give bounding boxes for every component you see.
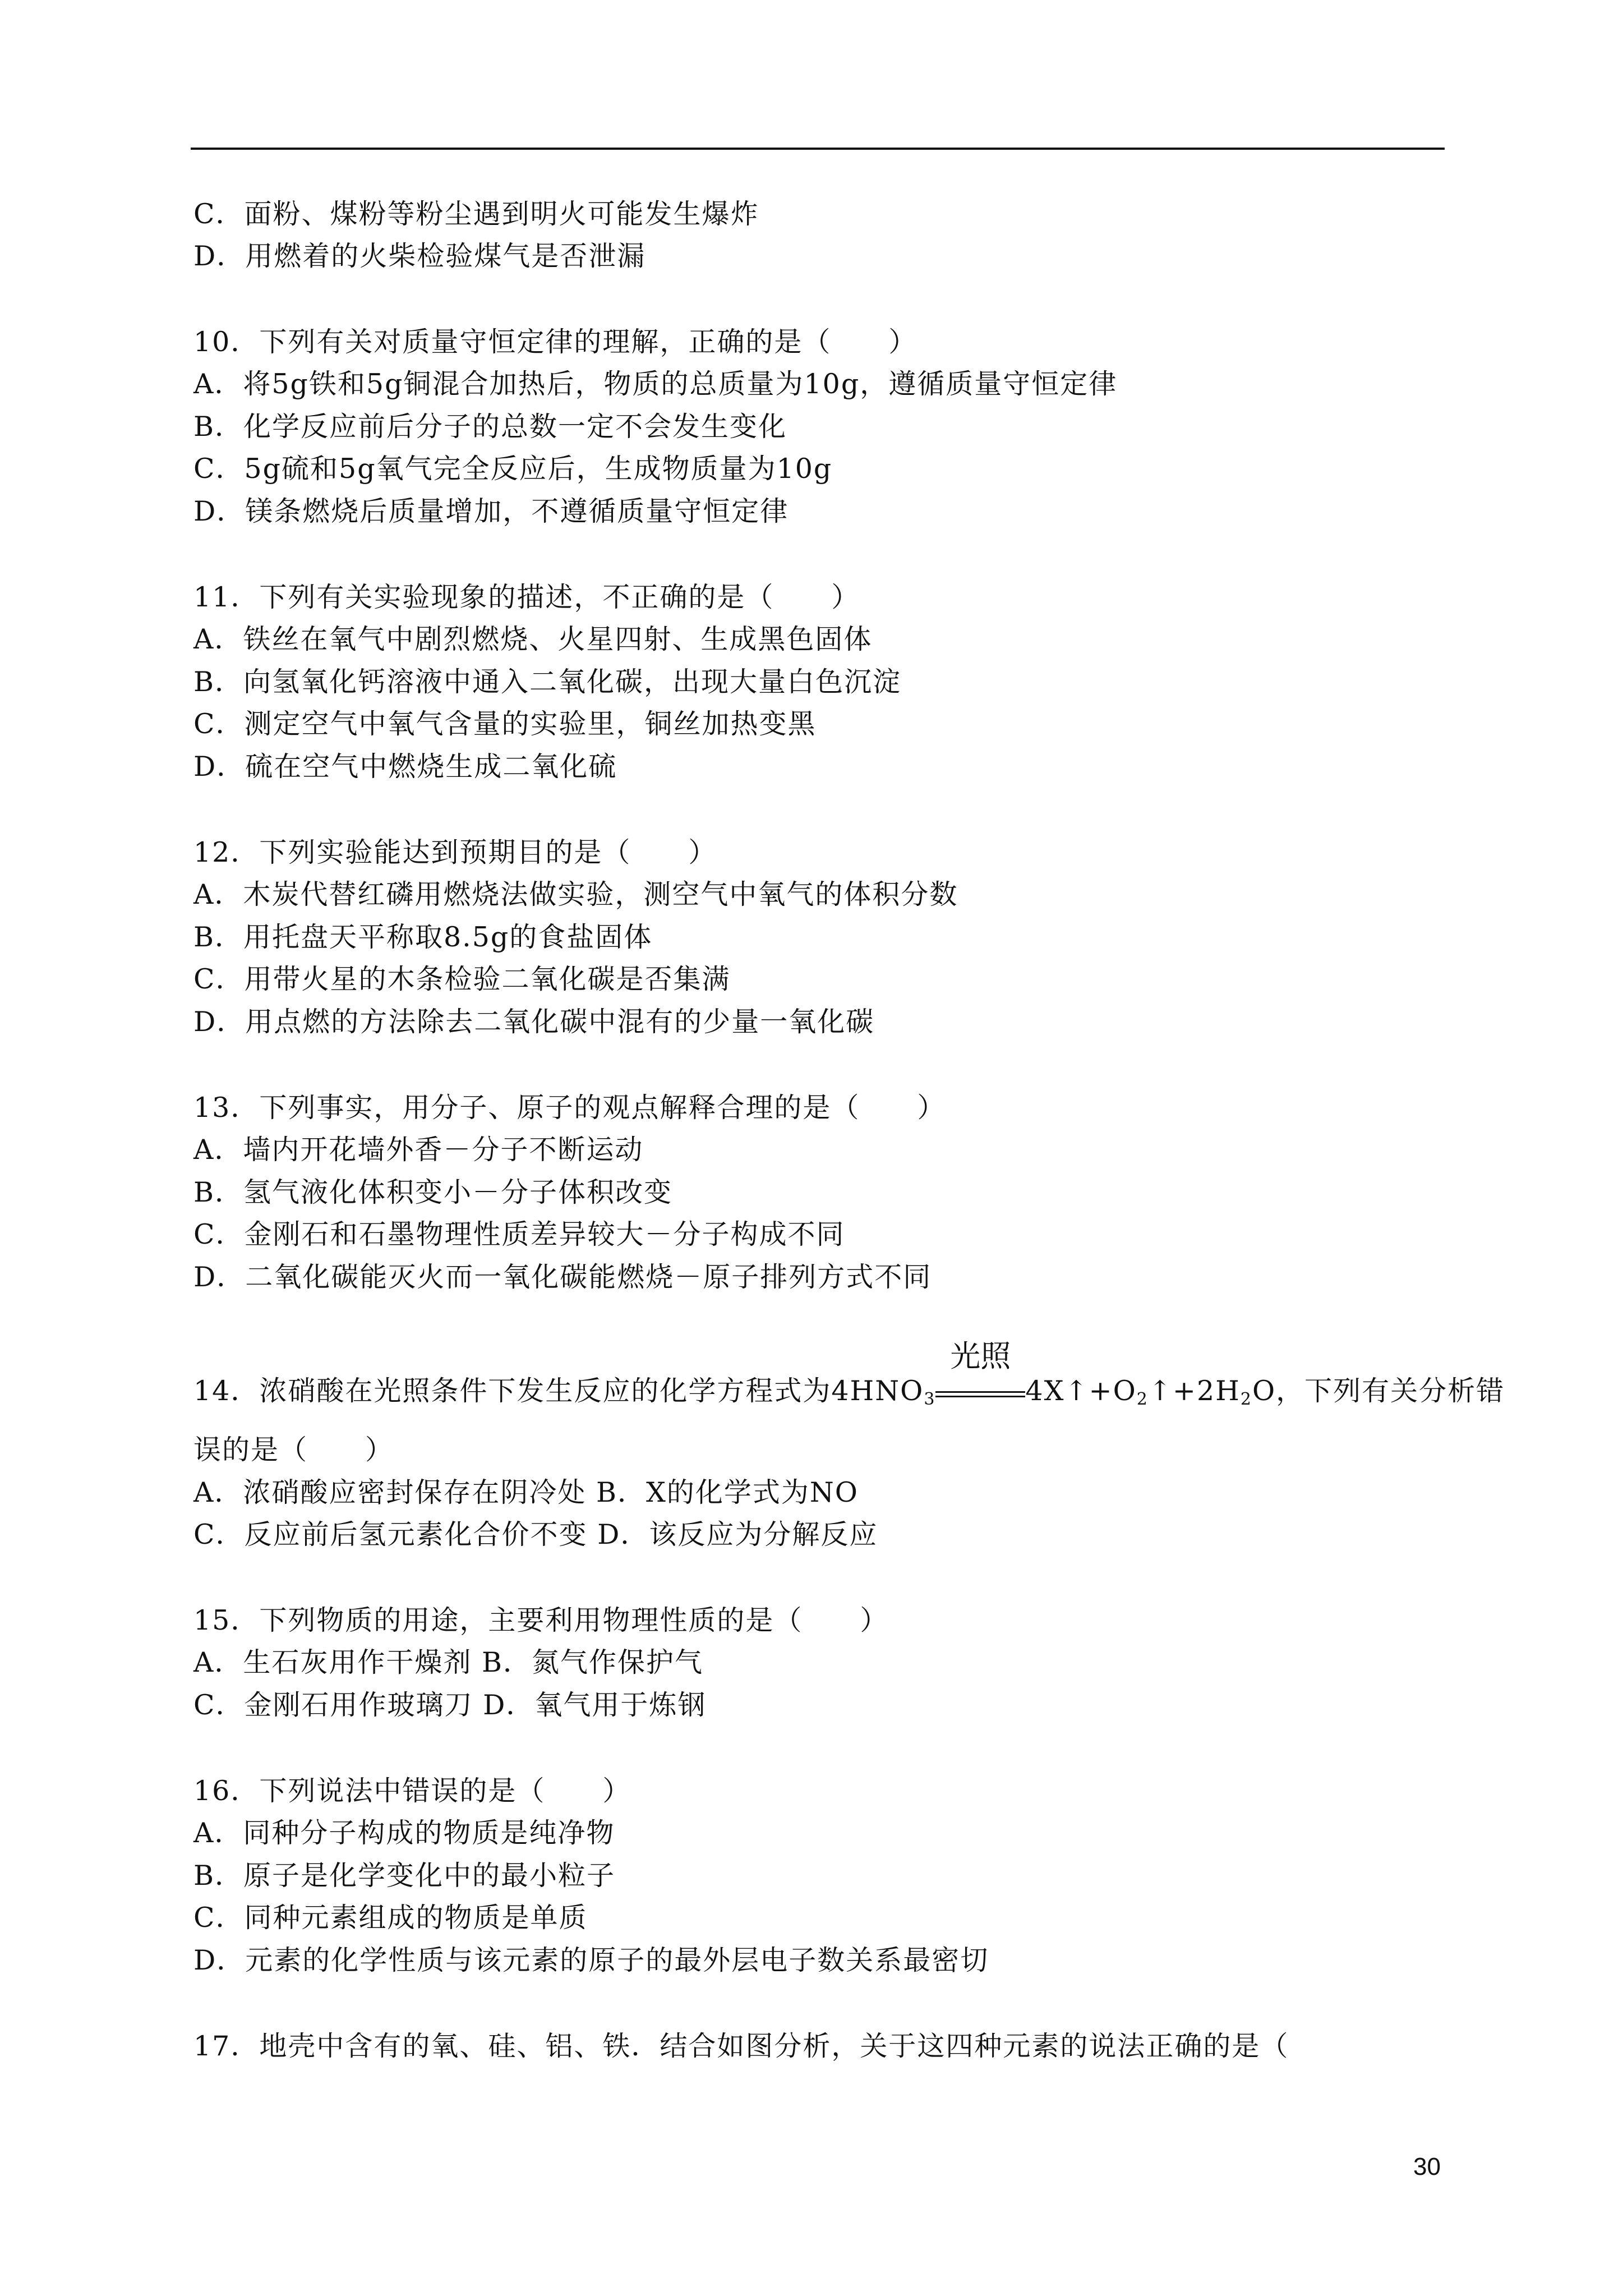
q14-suffix: ，下列有关分析错 [1276,1375,1505,1407]
q14-options-ab: A．浓硝酸应密封保存在阴冷处 B．X的化学式为NO [193,1476,859,1508]
q10-option-c: C．5g硫和5g氧气完全反应后，生成物质量为10g [193,453,833,485]
q12-option-b: B．用托盘天平称取8.5g的食盐固体 [193,921,653,953]
q14-prefix: 14．浓硝酸在光照条件下发生反应的化学方程式为 [193,1375,832,1407]
q10-option-a: A．将5g铁和5g铜混合加热后，物质的总质量为10g，遵循质量守恒定律 [193,368,1118,400]
q9-option-c: C．面粉、煤粉等粉尘遇到明火可能发生爆炸 [193,198,759,230]
q14-products: $4X↑+O_2↑+2H_2O$ [1025,1375,1276,1409]
q17-stem: 17．地壳中含有的氧、硅、铝、铁．结合如图分析，关于这四种元素的说法正确的是（ [193,2030,1289,2062]
q11-option-d: D．硫在空气中燃烧生成二氧化硫 [193,751,617,783]
q14-stem-continued: 误的是（ ） [193,1434,394,1466]
q13-option-a: A．墙内开花墙外香－分子不断运动 [193,1134,644,1166]
q10-option-b: B．化学反应前后分子的总数一定不会发生变化 [193,411,787,443]
page-number: 30 [1413,2153,1441,2180]
q16-option-a: A．同种分子构成的物质是纯净物 [193,1817,615,1849]
q12-stem: 12．下列实验能达到预期目的是（ ） [193,836,717,868]
q11-option-c: C．测定空气中氧气含量的实验里，铜丝加热变黑 [193,708,817,740]
q14-reactant: $4HNO_3$ [831,1375,936,1409]
q9-option-d: D．用燃着的火柴检验煤气是否泄漏 [193,240,646,272]
q14-stem [193,1338,1505,1409]
q13-option-b: B．氢气液化体积变小－分子体积改变 [193,1176,673,1208]
q15-stem: 15．下列物质的用途，主要利用物理性质的是（ ） [193,1604,889,1636]
q13-option-c: C．金刚石和石墨物理性质差异较大－分子构成不同 [193,1218,845,1250]
q12-option-d: D．用点燃的方法除去二氧化碳中混有的少量一氧化碳 [193,1006,875,1038]
q16-option-c: C．同种元素组成的物质是单质 [193,1902,588,1934]
reaction-condition-arrow [935,1338,1025,1408]
q15-options-ab: A．生石灰用作干燥剂 B．氮气作保护气 [193,1646,703,1678]
q16-option-b: B．原子是化学变化中的最小粒子 [193,1860,616,1892]
q11-stem: 11．下列有关实验现象的描述，不正确的是（ ） [193,581,860,613]
q10-option-d: D．镁条燃烧后质量增加，不遵循质量守恒定律 [193,495,789,527]
q11-option-a: A．铁丝在氧气中剧烈燃烧、火星四射、生成黑色固体 [193,623,873,655]
q12-option-a: A．木炭代替红磷用燃烧法做实验，测空气中氧气的体积分数 [193,878,958,910]
q11-option-b: B．向氢氧化钙溶液中通入二氧化碳，出现大量白色沉淀 [193,666,902,698]
header-rule [191,148,1445,150]
reaction-condition-label: 光照 [950,1338,1011,1374]
q14-options-cd: C．反应前后氢元素化合价不变 D．该反应为分解反应 [193,1519,878,1550]
q13-option-d: D．二氧化碳能灭火而一氧化碳能燃烧－原子排列方式不同 [193,1261,932,1293]
q10-stem: 10．下列有关对质量守恒定律的理解，正确的是（ ） [193,326,917,358]
q16-stem: 16．下列说法中错误的是（ ） [193,1775,631,1807]
q16-option-d: D．元素的化学性质与该元素的原子的最外层电子数关系最密切 [193,1944,989,1976]
q15-options-cd: C．金刚石用作玻璃刀 D．氧气用于炼钢 [193,1689,707,1721]
q13-stem: 13．下列事实，用分子、原子的观点解释合理的是（ ） [193,1092,946,1124]
q12-option-c: C．用带火星的木条检验二氧化碳是否集满 [193,963,731,995]
